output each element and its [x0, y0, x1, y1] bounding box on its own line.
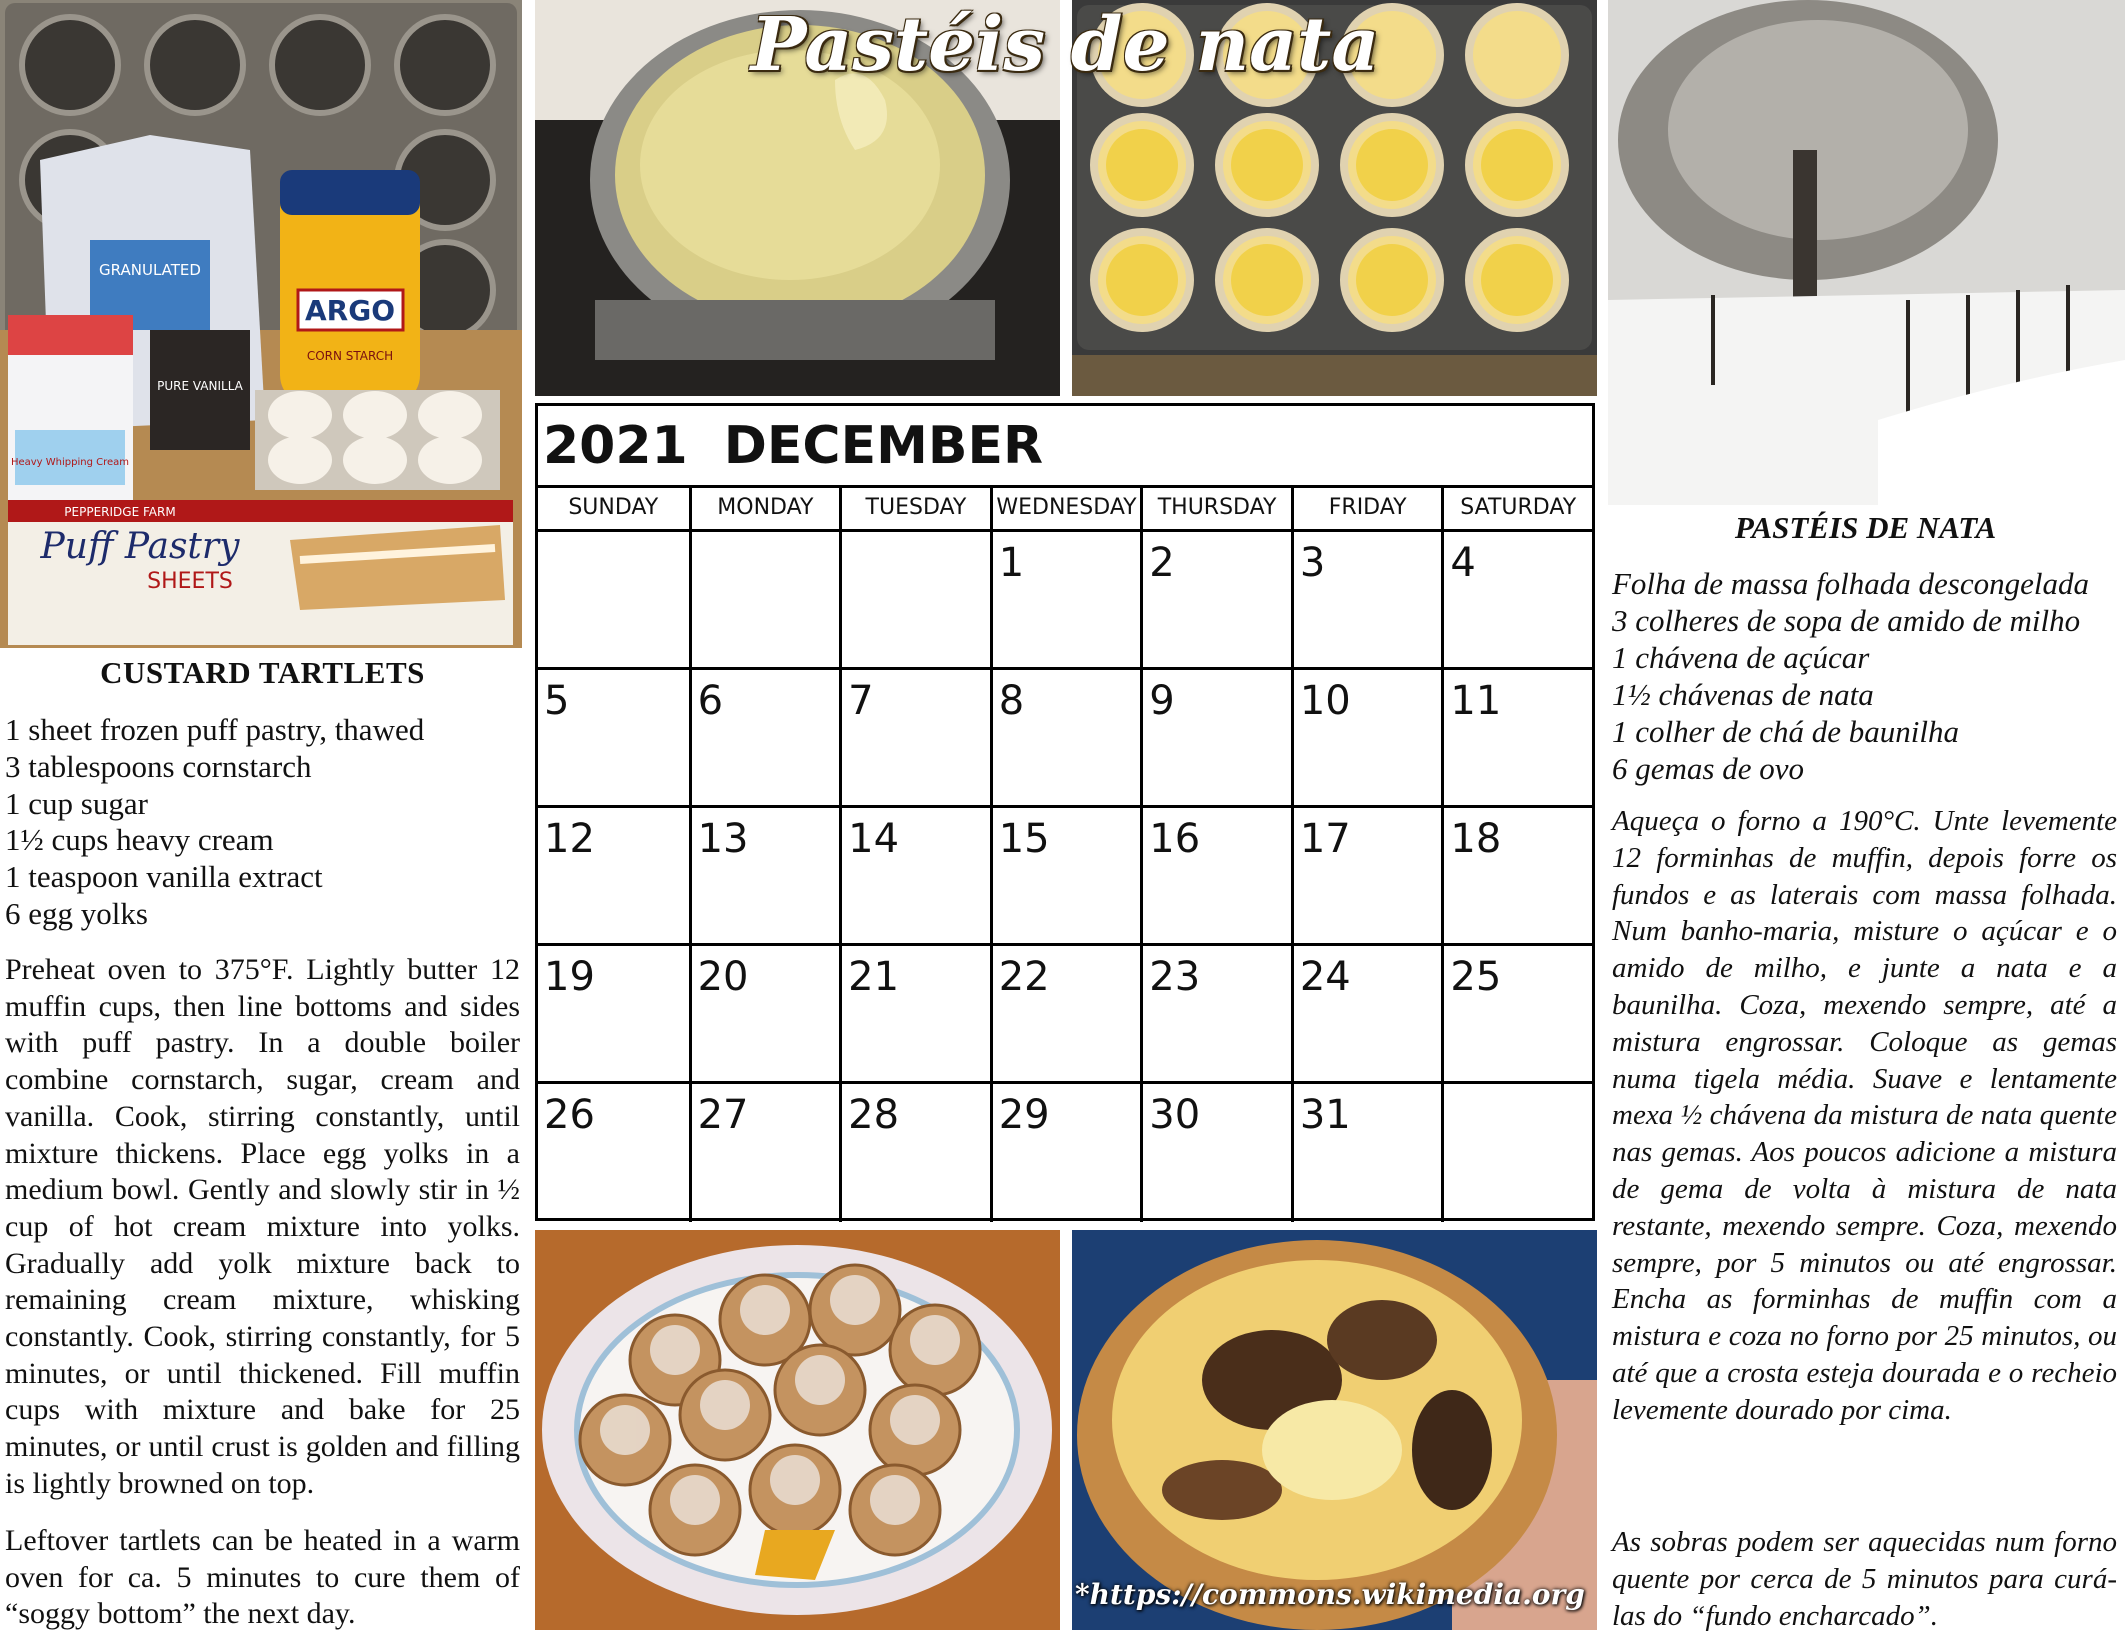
calendar-month: DECEMBER [723, 416, 1044, 476]
day-cell: 28 [839, 1084, 990, 1222]
calendar-week [538, 670, 1592, 808]
day-cell: 3 [1291, 532, 1442, 667]
ingredient-item: 1 teaspoon vanilla extract [5, 859, 323, 895]
day-cell: 11 [1441, 670, 1592, 805]
svg-text:SHEETS: SHEETS [147, 569, 233, 594]
weekday-thursday: THURSDAY [1140, 488, 1291, 529]
day-cell: 23 [1140, 946, 1291, 1081]
day-cell: 20 [689, 946, 840, 1081]
day-cell: 7 [839, 670, 990, 805]
calendar-week [538, 532, 1592, 670]
day-cell: 29 [990, 1084, 1141, 1222]
day-cell: 1 [990, 532, 1141, 667]
day-cell: 17 [1291, 808, 1442, 943]
weekday-header-row [538, 488, 1592, 532]
calendar-year: 2021 [543, 416, 688, 476]
svg-text:PURE VANILLA: PURE VANILLA [157, 379, 243, 393]
ingredient-list-portuguese [1612, 565, 2122, 787]
recipe-title-english: CUSTARD TARTLETS [100, 655, 425, 690]
day-cell: 15 [990, 808, 1141, 943]
ingredient-item: 6 egg yolks [5, 895, 148, 931]
day-cell: 5 [544, 678, 570, 724]
day-cell: 4 [1441, 532, 1592, 667]
day-cell: 25 [1441, 946, 1592, 1081]
photo-credit: *https://commons.wikimedia.org [1075, 1578, 1585, 1611]
day-cell: 24 [1291, 946, 1442, 1081]
calendar-grid [535, 403, 1595, 1221]
svg-text:GRANULATED: GRANULATED [99, 261, 201, 279]
calendar-header [538, 406, 1592, 488]
svg-text:Puff Pastry: Puff Pastry [40, 526, 240, 567]
svg-text:CORN STARCH: CORN STARCH [306, 349, 394, 363]
ingredient-item: 1½ chávenas de nata [1612, 677, 1874, 712]
weekday-friday: FRIDAY [1291, 488, 1442, 529]
day-cell [689, 532, 840, 667]
calendar-week [538, 808, 1592, 946]
weekday-sunday: SUNDAY [568, 495, 659, 520]
ingredients-photo [0, 0, 522, 648]
day-cell: 13 [689, 808, 840, 943]
day-cell: 22 [990, 946, 1141, 1081]
day-cell: 14 [839, 808, 990, 943]
ingredient-item: 3 tablespoons cornstarch [5, 748, 312, 784]
day-cell: 8 [990, 670, 1141, 805]
ingredient-item: 6 gemas de ovo [1612, 751, 1804, 786]
day-cell: 26 [544, 1092, 595, 1138]
calendar-week [538, 946, 1592, 1084]
ingredient-item: Folha de massa folhada descongelada [1612, 566, 2090, 601]
day-cell [538, 532, 689, 667]
weekday-saturday: SATURDAY [1441, 488, 1592, 529]
weekday-tuesday: TUESDAY [839, 488, 990, 529]
ingredient-item: 3 colheres de sopa de amido de milho [1612, 603, 2081, 638]
ingredient-list-english [5, 712, 520, 933]
recipe-title-portuguese: PASTÉIS DE NATA [1734, 510, 1997, 545]
day-cell: 10 [1291, 670, 1442, 805]
tartlets-plate-photo [535, 1230, 1060, 1630]
leftover-note-portuguese: As sobras podem ser aquecidas num forno quente por cerca de 5 minutos para curá-las do “fundo encharcado”. [1612, 1526, 2117, 1632]
day-cell: 19 [544, 954, 595, 1000]
day-cell: 18 [1441, 808, 1592, 943]
day-cell: 16 [1140, 808, 1291, 943]
svg-text:ARGO: ARGO [304, 294, 396, 327]
snowy-garden-photo [1608, 0, 2125, 505]
ingredient-item: 1 sheet frozen puff pastry, thawed [5, 712, 425, 747]
weekday-wednesday: WEDNESDAY [990, 488, 1141, 529]
leftover-note-english: Leftover tartlets can be heated in a warm oven for ca. 5 minutes to cure them of “soggy bottom” the next day. [5, 1524, 520, 1631]
day-cell: 31 [1291, 1084, 1442, 1222]
instructions-english: Preheat oven to 375°F. Lightly butter 12 muffin cups, then line bottoms and sides with puff pastry. In a double boiler combine cornstarch, sugar, cream and vanilla. Cook, stirring constantly, until mixture thickens. Place egg yolks in a medium bowl. Gently and slowly stir in ½ cup of hot cream mixture into yolks. Gradually add yolk mixture back to remaining cream mixture, whisking constantly. Cook, stirring constantly, for 5 minutes, or until thickened. Fill muffin cups with mixture and bake for 25 minutes, or until crust is golden and filling is lightly browned on top. [5, 953, 520, 1500]
instructions-portuguese: Aqueça o forno a 190°C. Unte levemente 12 forminhas de muffin, depois forre os fundos e as laterais com massa folhada. Num banho-maria, misture o açúcar e o amido de milho, e junte a nata e a baunilha. Coza, mexendo sempre, até a mistura engrossar. Coloque as gemas numa tigela média. Suave e lentamente mexa ½ chávena da mistura de nata quente nas gemas. Aos poucos adicione a mistura de gema de volta à mistura de nata restante, mexendo sempre. Coza, mexendo sempre, por 5 minutos ou até engrossar. Encha as forminhas de muffin com a mistura e coza no forno por 25 minutos, ou até que a crosta esteja dourada e o recheio levemente dourado por cima. [1612, 805, 2117, 1426]
day-cell: 30 [1140, 1084, 1291, 1222]
pastel-closeup-photo [1072, 1230, 1597, 1630]
day-cell [839, 532, 990, 667]
ingredient-item: 1 colher de chá de baunilha [1612, 714, 1959, 749]
page-title: Pastéis de nata [750, 2, 1380, 88]
day-cell: 21 [839, 946, 990, 1081]
ingredient-item: 1 chávena de açúcar [1612, 640, 1870, 675]
svg-text:PEPPERIDGE FARM: PEPPERIDGE FARM [64, 505, 176, 519]
calendar-week [538, 1084, 1592, 1222]
day-cell: 12 [544, 816, 595, 862]
weekday-monday: MONDAY [689, 488, 840, 529]
day-cell: 9 [1140, 670, 1291, 805]
day-cell: 6 [689, 670, 840, 805]
day-cell: 2 [1140, 532, 1291, 667]
ingredient-item: 1 cup sugar [5, 785, 148, 821]
svg-text:Heavy Whipping Cream: Heavy Whipping Cream [10, 457, 130, 468]
day-cell: 27 [689, 1084, 840, 1222]
ingredient-item: 1½ cups heavy cream [5, 822, 274, 858]
day-cell [1441, 1084, 1592, 1222]
